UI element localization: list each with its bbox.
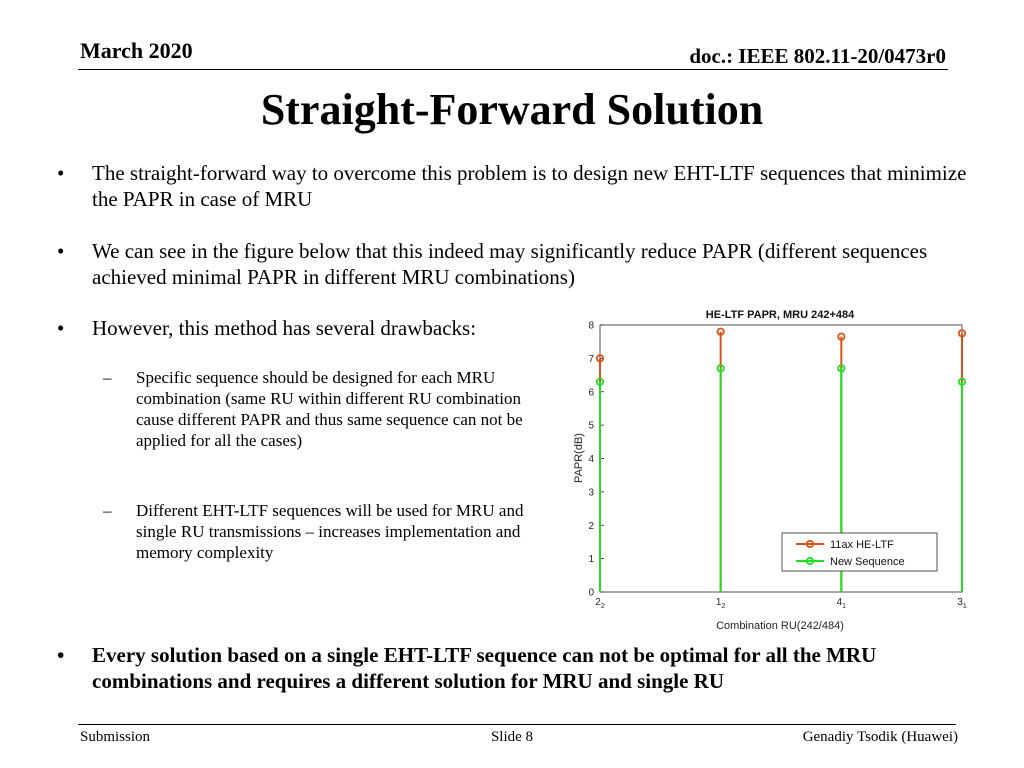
sub-bullet-2-text: Different EHT-LTF sequences will be used for MRU and single RU transmissions – increases implementation and memory complexity xyxy=(136,501,524,562)
bullet-marker: • xyxy=(57,643,65,667)
header-date: March 2020 xyxy=(80,38,193,63)
bullet-2 xyxy=(57,238,972,290)
bullet-3 xyxy=(57,315,552,341)
sub-bullet-2 xyxy=(103,500,546,563)
sub-bullet-1 xyxy=(103,367,526,451)
papr-stem-chart xyxy=(560,300,980,640)
bullet-3-text: However, this method has several drawbacks: xyxy=(92,316,477,340)
footer-slide-number: Slide 8 xyxy=(490,729,534,745)
bullet-marker: • xyxy=(57,239,65,263)
x-tick-label: $1_2$ xyxy=(715,597,726,610)
y-tick-label: 6 xyxy=(588,387,594,399)
legend-label: 11ax HE-LTF xyxy=(830,539,894,551)
sub-bullet-marker: – xyxy=(103,501,112,520)
y-tick-label: 8 xyxy=(588,320,594,332)
y-tick-label: 0 xyxy=(588,587,594,599)
header-doc-id: doc.: IEEE 802.11-20/0473r0 xyxy=(689,44,946,68)
conclusion-text: Every solution based on a single EHT-LTF sequence can not be optimal for all the MRU combinations and requires a different solution for MRU and single RU xyxy=(92,643,877,693)
sub-bullet-1-text: Specific sequence should be designed for each MRU combination (same RU within different RU combination cause different PAPR and thus same sequence can not be applied for all the cases) xyxy=(136,368,523,450)
chart-x-label: Combination RU(242/484) xyxy=(716,620,844,632)
footer-divider xyxy=(78,724,956,725)
y-tick-label: 1 xyxy=(588,554,594,566)
x-tick-label: $3_1$ xyxy=(957,597,967,610)
bullet-1 xyxy=(57,160,972,212)
bullet-2-text: We can see in the figure below that this indeed may significantly reduce PAPR (different sequences achieved minimal PAPR in different MRU combinations) xyxy=(92,239,928,289)
bullet-1-text: The straight-forward way to overcome this problem is to design new EHT-LTF sequences that minimize the PAPR in case of MRU xyxy=(92,161,967,211)
bullet-marker: • xyxy=(57,161,65,185)
bullet-marker: • xyxy=(57,316,65,340)
header-divider xyxy=(78,69,948,70)
x-tick-label: $2_2$ xyxy=(595,597,605,610)
footer-author: Genadiy Tsodik (Huawei) xyxy=(802,729,958,745)
y-tick-label: 5 xyxy=(588,420,594,432)
y-tick-label: 4 xyxy=(588,454,594,465)
chart-y-label: PAPR(dB) xyxy=(573,433,585,483)
y-tick-label: 2 xyxy=(588,520,594,532)
chart-title: HE-LTF PAPR, MRU 242+484 xyxy=(705,309,855,321)
footer-submission: Submission xyxy=(80,729,151,745)
y-tick-label: 3 xyxy=(588,487,594,499)
slide-title: Straight-Forward Solution xyxy=(260,85,764,134)
x-tick-label: $4_1$ xyxy=(836,597,847,610)
legend-label: New Sequence xyxy=(830,556,905,568)
sub-bullet-marker: – xyxy=(103,368,112,387)
conclusion-bullet xyxy=(57,642,972,694)
y-tick-label: 7 xyxy=(588,353,594,365)
